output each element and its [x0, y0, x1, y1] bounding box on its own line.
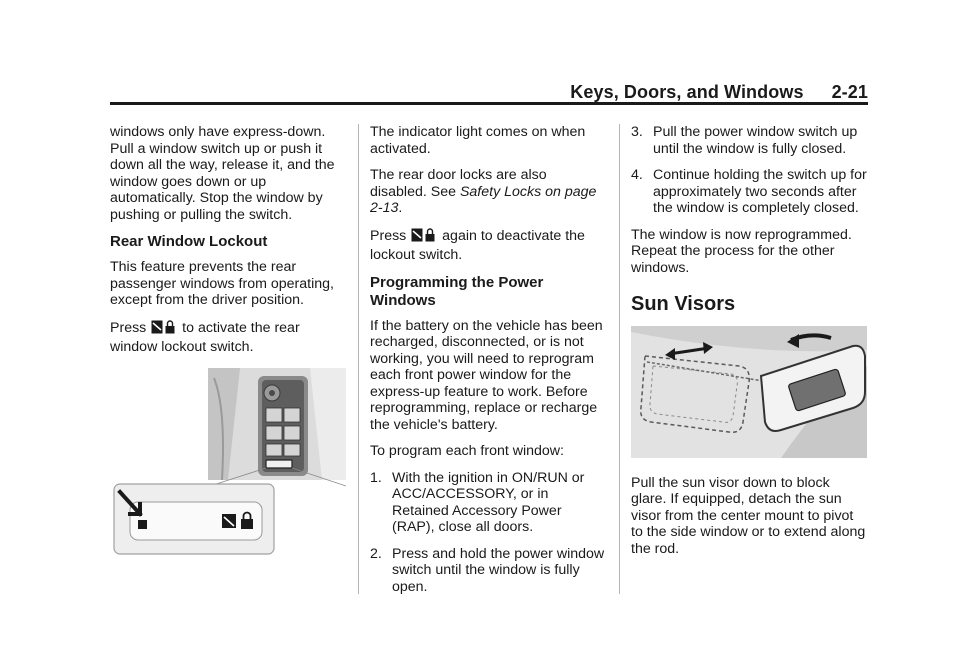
lockout-activate-paragraph	[110, 319, 346, 356]
indicator-paragraph: The indicator light comes on when activated.	[370, 124, 586, 157]
rear-window-lockout-heading: Rear Window Lockout	[110, 233, 268, 250]
lockout-switch-illustration	[110, 368, 346, 561]
window-lockout-icon	[151, 319, 177, 340]
sun-visor-paragraph: Pull the sun visor down to block glare. If equipped, detach the sun visor from the center mount to pivot to the side window or to extend along the rod.	[631, 474, 866, 557]
programming-steps-list	[370, 470, 606, 596]
step-number: 4.	[631, 167, 643, 183]
lockout-description: This feature prevents the rear passenger windows from operating, except from the driver position.	[110, 259, 334, 308]
page-number: 2-21	[831, 82, 868, 102]
reprogrammed-paragraph: The window is now reprogrammed. Repeat the process for the other windows.	[631, 226, 852, 276]
list-item	[370, 470, 606, 536]
step-number: 3.	[631, 124, 643, 140]
column-3	[631, 124, 868, 567]
column-1	[110, 124, 346, 560]
rear-locks-paragraph	[370, 167, 606, 217]
program-intro: To program each front window:	[370, 443, 564, 459]
step-text: With the ignition in ON/RUN or ACC/ACCESSORY, or in Retained Accessory Power (RAP), close all doors.	[392, 469, 585, 535]
rear-locks-text: The rear door locks are also disabled. See	[370, 167, 547, 200]
programming-paragraph: If the battery on the vehicle has been recharged, disconnected, or is not working, you will need to reprogram each front power window for the express-up feature to work. Before reprogramming, replace or recharge the vehicle's battery.	[370, 317, 603, 433]
lockout-deactivate-paragraph	[370, 227, 606, 264]
programming-steps-continued	[631, 124, 868, 217]
safety-locks-link[interactable]: Safety Locks on page 2-13	[370, 183, 597, 216]
step-text: Press and hold the power window switch until the window is fully open.	[392, 545, 605, 595]
column-2	[370, 124, 606, 605]
sun-visor-illustration	[631, 326, 868, 463]
activate-text: to activate the rear window lockout switch.	[110, 319, 300, 355]
header-rule	[110, 102, 868, 105]
step-text: Pull the power window switch up until the window is fully closed.	[653, 124, 858, 157]
running-header	[110, 82, 868, 102]
express-down-paragraph: windows only have express-down. Pull a window switch up or push it down all the way, release it, and the window goes down or up automatically. Stop the window by pushing or pulling the switch.	[110, 124, 335, 223]
list-item	[631, 167, 868, 217]
press-text: Press	[110, 319, 147, 336]
rear-locks-period: .	[398, 200, 403, 216]
column-divider-1	[358, 124, 359, 594]
list-item	[370, 546, 606, 596]
deactivate-text: again to deactivate the lockout switch.	[370, 227, 585, 263]
programming-heading: Programming the Power Windows	[370, 273, 544, 309]
press-text-2: Press	[370, 227, 407, 244]
window-lockout-icon	[411, 227, 437, 248]
step-number: 1.	[370, 469, 382, 486]
step-number: 2.	[370, 545, 382, 562]
section-title: Keys, Doors, and Windows	[570, 82, 804, 102]
sun-visors-heading: Sun Visors	[631, 293, 736, 315]
column-divider-2	[619, 124, 620, 594]
list-item	[631, 124, 868, 157]
step-text: Continue holding the switch up for approximately two seconds after the window is completely closed.	[653, 167, 867, 216]
